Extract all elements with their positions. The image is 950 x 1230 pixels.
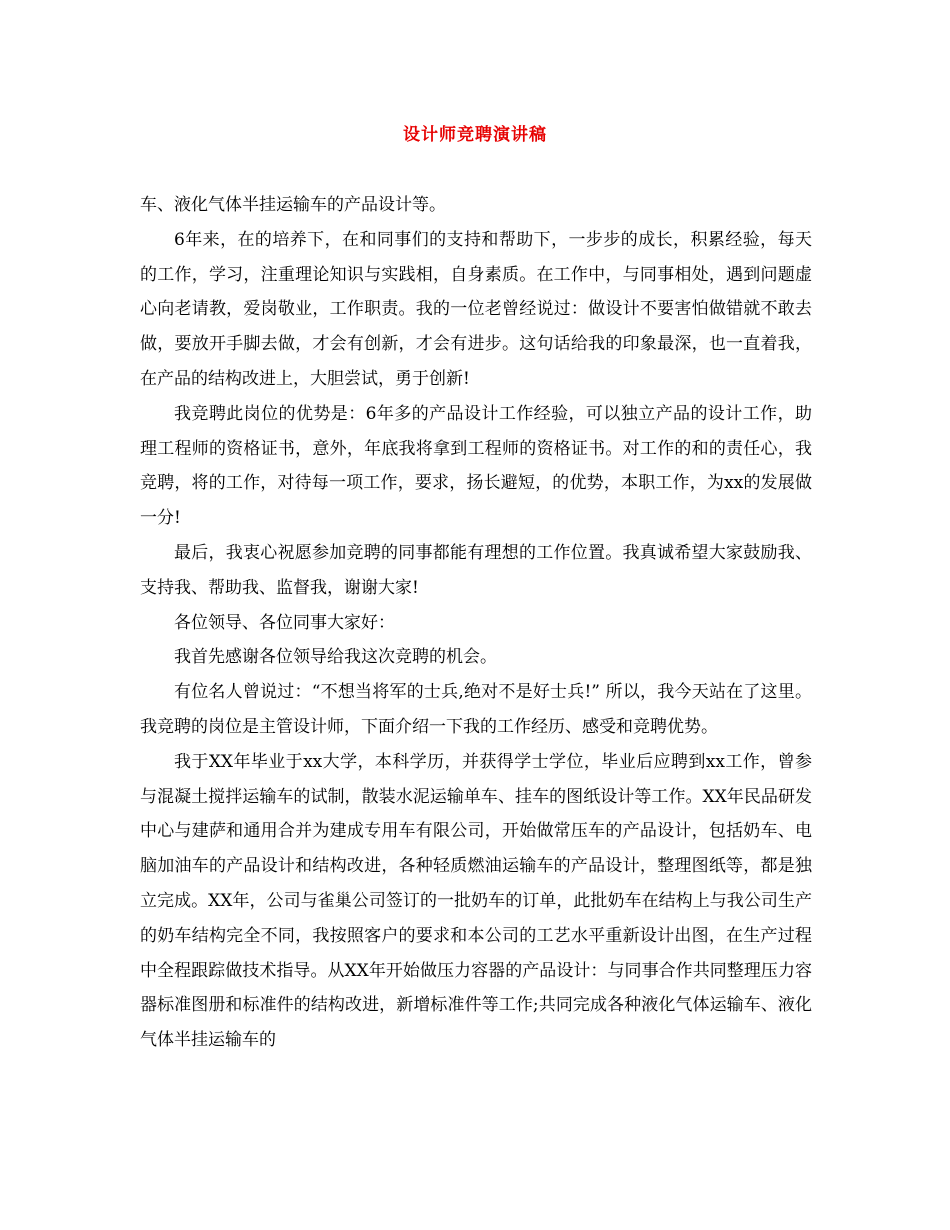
paragraph-greeting: 各位领导、各位同事大家好： — [174, 612, 395, 633]
paragraph-quote: 有位名人曾说过：“不想当将军的士兵,绝对不是好士兵!” 所以，我今天站在了这里。 我竞聘的岗位是主管设计师，下面介绍一下我的工作经历、感受和竞聘优势。 — [140, 682, 812, 737]
paragraph-continuation: 车、液化气体半挂运输车的产品设计等。 — [140, 195, 446, 215]
paragraph-closing: 最后，我衷心祝愿参加竞聘的同事都能有理想的工作位置。我真诚希望大家鼓励我、支持我、帮助我、监督我，谢谢大家! — [140, 542, 812, 598]
document-title: 设计师竞聘演讲稿 — [403, 125, 547, 145]
paragraph-thanks: 我首先感谢各位领导给我这次竞聘的机会。 — [174, 647, 497, 668]
paragraph-growth: 6年来，在的培养下，在和同事们的支持和帮助下，一步步的成长，积累经验，每天的工作，学习，注重理论知识与实践相，自身素质。在工作中，与同事相处，遇到问题虚心向老请教，爱岗敬业，工作职责。我的一位老曾经说过：做设计不要害怕做错就不敢去做，要放开手脚去做，才会有创新，才会有进步。这句话给我的印象最深，也一直着我，在产品的结构改进上，大胆尝试，勇于创新! — [140, 229, 812, 389]
paragraph-advantages: 我竞聘此岗位的优势是：6年多的产品设计工作经验，可以独立产品的设计工作，助理工程师的资格证书，意外，年底我将拿到工程师的资格证书。对工作的和的责任心，我竞聘，将的工作，对待每一项工作，要求，扬长避短，的优势，本职工作，为xx的发展做一分! — [140, 403, 812, 529]
paragraph-experience: 我于XX年毕业于xx大学，本科学历，并获得学士学位，毕业后应聘到xx工作，曾参与混凝土搅拌运输车的试制，散装水泥运输单车、挂车的图纸设计等工作。XX年民品研发中心与建萨和通用合并为建成专用车有限公司，开始做常压车的产品设计，包括奶车、电脑加油车的产品设计和结构改进，各种轻质燃油运输车的产品设计，整理图纸等，都是独立完成。XX年，公司与雀巢公司签订的一批奶车的订单，此批奶车在结构上与我公司生产的奶车结构完全不同，我按照客户的要求和本公司的工艺水平重新设计出图，在生产过程中全程跟踪做技术指导。从XX年开始做压力容器的产品设计：与同事合作共同整理压力容器标准图册和标准件的结构改进，新增标准件等工作;共同完成各种液化气体运输车、液化气体半挂运输车的 — [140, 751, 812, 1051]
document-body — [140, 188, 812, 1058]
